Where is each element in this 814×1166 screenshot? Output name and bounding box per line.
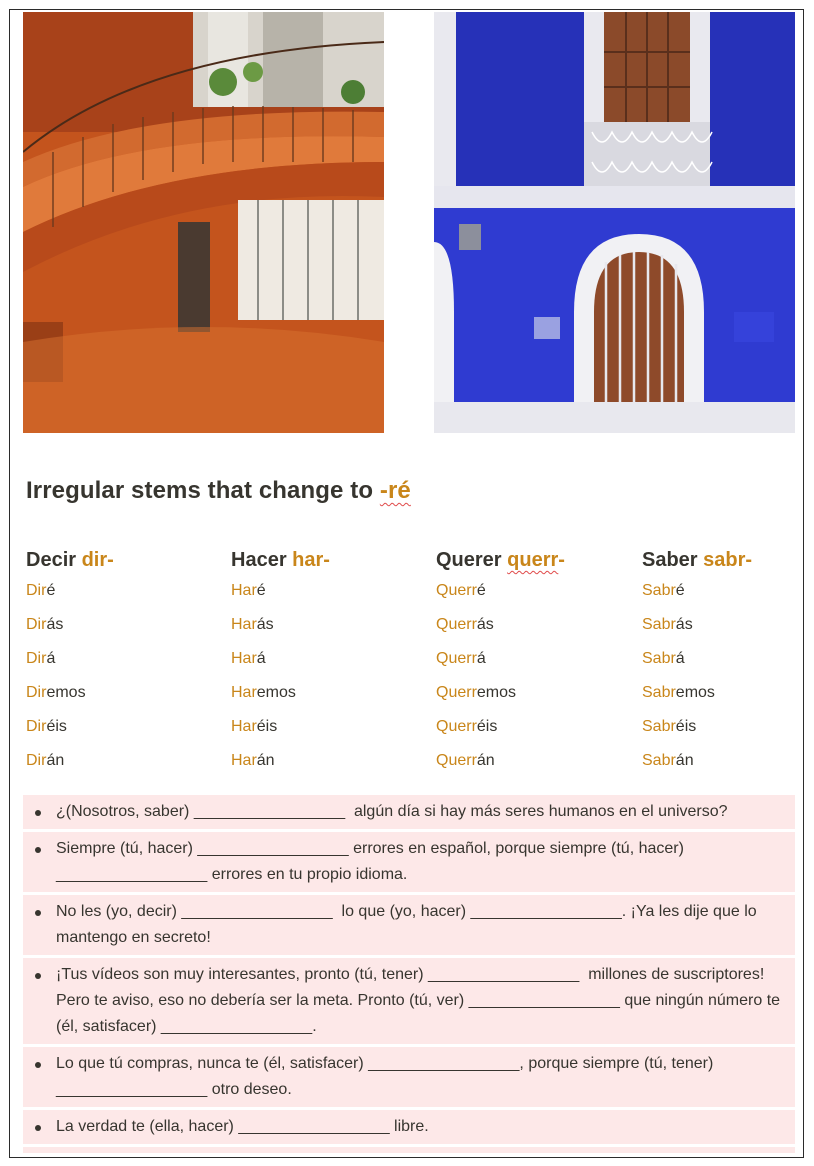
exercise-item[interactable] — [23, 958, 795, 1044]
verb-infinitive: Decir — [26, 549, 82, 571]
conjugation-form: Querrá — [436, 650, 486, 667]
conjugation-form: Haré — [231, 582, 266, 599]
conjugation-form: Diremos — [26, 684, 86, 701]
verb-infinitive: Hacer — [231, 549, 293, 571]
conjugation-form: Querré — [436, 582, 486, 599]
blue-building-photo — [434, 12, 795, 433]
verb-column-decir — [26, 546, 226, 784]
exercise-item[interactable] — [23, 795, 795, 829]
page-frame — [9, 9, 804, 1158]
exercise-text: ¡Tus vídeos son muy interesantes, pronto (tú, tener) _________________ millones de suscriptores! Pero te aviso, eso no debería ser la meta. Pronto (tú, ver) _________________ que ningún número te (él, satisfacer) _________________. — [56, 966, 785, 1035]
verb-column-querer — [436, 546, 636, 784]
verb-title — [642, 546, 804, 580]
page-heading — [26, 477, 411, 505]
conjugation-form: Sabréis — [642, 718, 697, 735]
bullet-icon — [35, 1062, 41, 1068]
verb-stem-label: har- — [292, 549, 330, 571]
conjugation-form: Harán — [231, 752, 275, 769]
conjugation-form: Harás — [231, 616, 274, 633]
heading-text: Irregular stems that change to — [26, 477, 380, 504]
exercise-list — [23, 795, 795, 1153]
verb-title — [231, 546, 431, 580]
conjugation-form: Querrán — [436, 752, 495, 769]
exercise-item[interactable] — [23, 895, 795, 955]
verb-title — [26, 546, 226, 580]
conjugation-table — [26, 546, 786, 786]
bullet-icon — [35, 1125, 41, 1131]
verb-infinitive: Querer — [436, 549, 508, 571]
conjugation-form: Dirá — [26, 650, 56, 667]
bullet-icon — [35, 910, 41, 916]
exercise-text: ¿(Nosotros, saber) _________________ algún día si hay más seres humanos en el universo? — [56, 803, 728, 820]
conjugation-form: Sabré — [642, 582, 685, 599]
verb-infinitive: Saber — [642, 549, 704, 571]
conjugation-form: Sabremos — [642, 684, 715, 701]
exercise-text: Siempre (tú, hacer) _________________ errores en español, porque siempre (tú, hacer) _________________ errores en tu propio idioma. — [56, 840, 689, 883]
conjugation-form: Diré — [26, 582, 56, 599]
bullet-icon — [35, 847, 41, 853]
verb-title — [436, 546, 636, 580]
conjugation-form: Querréis — [436, 718, 498, 735]
exercise-item[interactable] — [23, 1047, 795, 1107]
conjugation-form: Sabrás — [642, 616, 693, 633]
conjugation-form: Haremos — [231, 684, 296, 701]
exercise-text: Lo que tú compras, nunca te (él, satisfacer) _________________, porque siempre (tú, tener) _________________ otro deseo. — [56, 1055, 718, 1098]
conjugation-form: Querremos — [436, 684, 517, 701]
exercise-item[interactable] — [23, 832, 795, 892]
conjugation-form: Haréis — [231, 718, 278, 735]
exercise-text: La verdad te (ella, hacer) _________________ libre. — [56, 1118, 429, 1135]
exercise-text: No les (yo, decir) _________________ lo que (yo, hacer) _________________. ¡Ya les dije que lo mantengo en secreto! — [56, 903, 762, 946]
verb-stem-label: dir- — [81, 549, 114, 571]
orange-building-photo — [23, 12, 384, 433]
verb-stem-label: querr — [507, 549, 559, 571]
exercise-item-cutoff — [23, 1147, 795, 1153]
conjugation-form: Sabrán — [642, 752, 694, 769]
conjugation-form: Hará — [231, 650, 266, 667]
bullet-icon — [35, 810, 41, 816]
heading-suffix: -ré — [379, 477, 411, 504]
exercise-item[interactable] — [23, 1110, 795, 1144]
conjugation-form: Diréis — [26, 718, 67, 735]
conjugation-form: Sabrá — [642, 650, 685, 667]
bullet-icon — [35, 973, 41, 979]
conjugation-form: Querrás — [436, 616, 494, 633]
verb-stem-dash: - — [558, 549, 565, 571]
verb-column-saber — [642, 546, 804, 784]
conjugation-form: Dirás — [26, 616, 64, 633]
conjugation-form: Dirán — [26, 752, 65, 769]
verb-stem-label: sabr- — [703, 549, 753, 571]
verb-column-hacer — [231, 546, 431, 784]
